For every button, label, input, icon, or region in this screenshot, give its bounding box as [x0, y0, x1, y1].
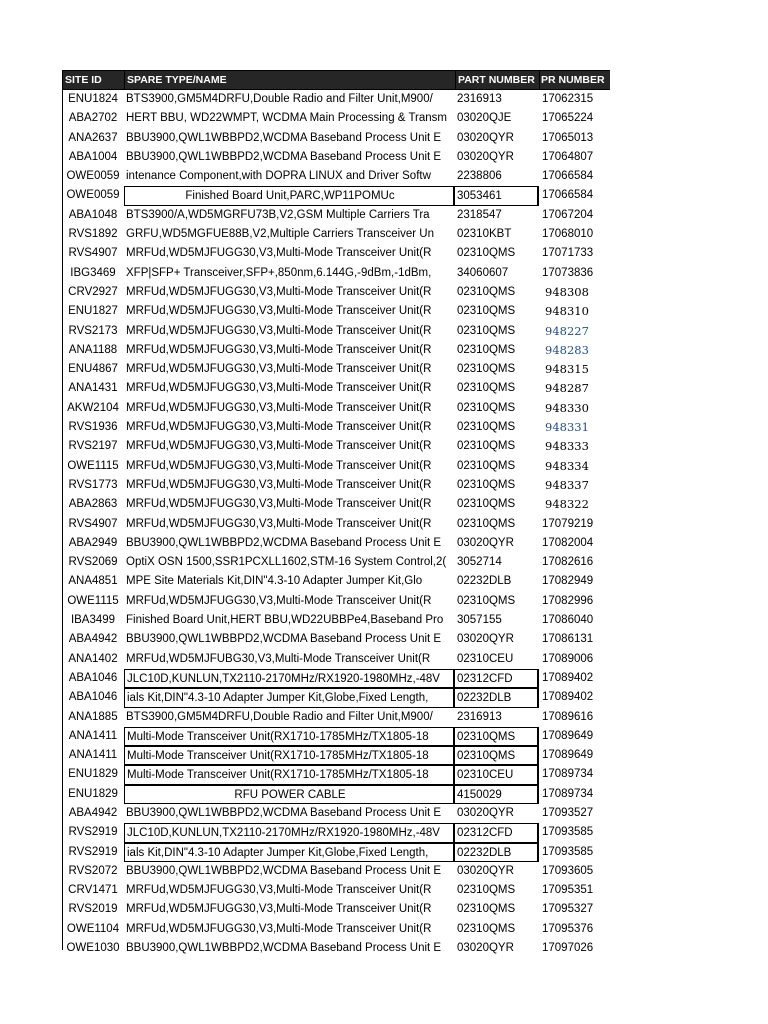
- pr-number-cell[interactable]: 17082616: [542, 556, 594, 569]
- site-id-cell[interactable]: ENU1827: [68, 305, 118, 318]
- part-number-cell[interactable]: 02310QMS: [457, 401, 516, 414]
- site-id-cell[interactable]: ABA2702: [68, 112, 118, 125]
- part-number-cell[interactable]: 02310KBT: [457, 228, 512, 241]
- table-row: [62, 186, 610, 205]
- table-row: [62, 418, 610, 437]
- table-row: [62, 611, 610, 630]
- pr-number-cell[interactable]: 17068010: [542, 228, 594, 241]
- part-number-cell[interactable]: 34060607: [457, 266, 509, 279]
- site-id-cell[interactable]: RVS4907: [68, 247, 118, 260]
- site-id-cell[interactable]: ANA4851: [68, 575, 118, 588]
- pr-number-cell[interactable]: 948322: [545, 497, 589, 512]
- pr-number-cell[interactable]: 17064807: [542, 150, 594, 163]
- site-id-cell[interactable]: ANA1402: [68, 652, 118, 665]
- spare-type-cell[interactable]: BBU3900,QWL1WBBPD2,WCDMA Baseband Process Unit E: [126, 150, 442, 163]
- site-id-cell[interactable]: ENU1829: [68, 787, 118, 800]
- pr-number-cell[interactable]: 17089734: [542, 768, 594, 781]
- part-number-cell[interactable]: 2238806: [457, 170, 502, 183]
- site-id-cell[interactable]: ABA4942: [68, 806, 118, 819]
- pr-number-cell[interactable]: 948334: [545, 458, 589, 473]
- spare-type-cell[interactable]: MRFUd,WD5MJFUGG30,V3,Multi-Mode Transceiver Unit(R: [126, 459, 432, 472]
- table-row: [62, 322, 610, 341]
- table-row: [62, 341, 610, 360]
- site-id-cell[interactable]: CRV1471: [68, 884, 118, 897]
- pr-number-cell[interactable]: 17089649: [542, 729, 594, 742]
- part-number-cell[interactable]: 02310QMS: [457, 343, 516, 356]
- header-part-number[interactable]: PART NUMBER: [455, 71, 539, 89]
- pr-number-cell[interactable]: 17097026: [542, 942, 594, 955]
- site-id-cell[interactable]: RVS2919: [68, 845, 118, 858]
- site-id-cell[interactable]: RVS2173: [68, 324, 118, 337]
- part-number-cell[interactable]: 02310QMS: [455, 727, 539, 746]
- spare-type-cell[interactable]: XFP|SFP+ Transceiver,SFP+,850nm,6.144G,-9dBm,-1dBm,: [126, 266, 432, 279]
- pr-number-cell[interactable]: 17093585: [542, 845, 594, 858]
- site-id-cell[interactable]: OWE1115: [67, 594, 119, 607]
- pr-number-cell[interactable]: 17089006: [542, 652, 594, 665]
- table-row: [62, 592, 610, 611]
- spare-type-cell[interactable]: intenance Component,with DOPRA LINUX and Driver Softw: [126, 170, 431, 183]
- spare-type-cell[interactable]: BTS3900,GM5M4DRFU,Double Radio and Filter Unit,M900/: [126, 93, 433, 105]
- pr-number-cell[interactable]: 17065013: [542, 131, 594, 144]
- site-id-cell[interactable]: ABA1004: [68, 150, 118, 163]
- spare-type-cell[interactable]: MRFUd,WD5MJFUGG30,V3,Multi-Mode Transceiver Unit(R: [126, 382, 432, 395]
- pr-number-cell[interactable]: 948308: [545, 284, 589, 299]
- site-id-cell[interactable]: RVS4907: [68, 517, 118, 530]
- spare-type-cell[interactable]: Multi-Mode Transceiver Unit(RX1710-1785MHz/TX1805-18: [124, 765, 455, 784]
- spare-type-cell[interactable]: MRFUd,WD5MJFUGG30,V3,Multi-Mode Transceiver Unit(R: [126, 421, 432, 434]
- site-id-cell[interactable]: RVS1892: [68, 228, 118, 241]
- part-number-cell[interactable]: 02310QMS: [457, 285, 516, 298]
- site-id-cell[interactable]: CRV2927: [68, 285, 118, 298]
- site-id-cell[interactable]: ABA2949: [68, 536, 118, 549]
- spare-type-cell[interactable]: BBU3900,QWL1WBBPD2,WCDMA Baseband Process Unit E: [126, 864, 442, 877]
- spare-type-cell[interactable]: BBU3900,QWL1WBBPD2,WCDMA Baseband Process Unit E: [126, 131, 442, 144]
- spare-type-cell[interactable]: MPE Site Materials Kit,DIN"4.3-10 Adapter Jumper Kit,Glo: [126, 575, 423, 588]
- spare-type-cell[interactable]: HERT BBU, WD22WMPT, WCDMA Main Processing & Transm: [126, 112, 448, 125]
- part-number-cell[interactable]: 02310CEU: [457, 652, 514, 665]
- spare-type-cell[interactable]: MRFUd,WD5MJFUGG30,V3,Multi-Mode Transceiver Unit(R: [126, 498, 432, 511]
- part-number-cell[interactable]: 02310QMS: [457, 382, 516, 395]
- part-number-cell[interactable]: 02310QMS: [457, 478, 516, 491]
- spare-type-cell[interactable]: MRFUd,WD5MJFUGG30,V3,Multi-Mode Transceiver Unit(R: [126, 285, 432, 298]
- spare-type-cell[interactable]: MRFUd,WD5MJFUBG30,V3,Multi-Mode Transceiver Unit(R: [126, 652, 431, 665]
- part-number-cell[interactable]: 02310QMS: [457, 305, 516, 318]
- table-row: [62, 843, 610, 862]
- part-number-cell[interactable]: 2316913: [457, 93, 502, 105]
- spare-type-cell[interactable]: MRFUd,WD5MJFUGG30,V3,Multi-Mode Transceiver Unit(R: [126, 305, 432, 318]
- table-row: [62, 379, 610, 398]
- pr-number-cell[interactable]: 17082949: [542, 575, 594, 588]
- table-row: [62, 746, 610, 765]
- pr-number-cell[interactable]: 17071733: [542, 247, 594, 260]
- part-number-cell[interactable]: 02310QMS: [457, 903, 516, 916]
- part-number-cell[interactable]: 02310QMS: [457, 922, 516, 935]
- site-id-cell[interactable]: ANA1885: [68, 710, 118, 723]
- table-row: [62, 515, 610, 534]
- header-spare-type[interactable]: SPARE TYPE/NAME: [124, 71, 455, 89]
- pr-number-cell[interactable]: 17073836: [542, 266, 594, 279]
- pr-number-cell[interactable]: 948337: [545, 477, 589, 492]
- pr-number-cell[interactable]: 17089402: [542, 691, 594, 704]
- pr-number-cell[interactable]: 17093527: [542, 806, 594, 819]
- site-id-cell[interactable]: ABA2863: [68, 498, 118, 511]
- part-number-cell[interactable]: 02310QMS: [457, 884, 516, 897]
- part-number-cell[interactable]: 3052714: [457, 556, 502, 569]
- table-row: [62, 669, 610, 688]
- site-id-cell[interactable]: ANA2637: [68, 131, 118, 144]
- site-id-cell[interactable]: RVS2072: [68, 864, 118, 877]
- site-id-cell[interactable]: ABA1048: [68, 208, 118, 221]
- site-id-cell[interactable]: RVS1773: [68, 478, 118, 491]
- table-row: [62, 572, 610, 591]
- site-id-cell[interactable]: ABA4942: [68, 633, 118, 646]
- spare-type-cell[interactable]: MRFUd,WD5MJFUGG30,V3,Multi-Mode Transceiver Unit(R: [126, 440, 432, 453]
- spare-type-cell[interactable]: ials Kit,DIN"4.3-10 Adapter Jumper Kit,Globe,Fixed Length,: [124, 843, 455, 862]
- spare-type-cell[interactable]: Multi-Mode Transceiver Unit(RX1710-1785MHz/TX1805-18: [124, 727, 455, 746]
- table-row: [62, 823, 610, 842]
- spare-type-cell[interactable]: Finished Board Unit,PARC,WP11POMUc: [124, 186, 455, 205]
- site-id-cell[interactable]: ANA1411: [68, 749, 118, 762]
- table-row: [62, 688, 610, 707]
- table-row: [62, 804, 610, 823]
- site-id-cell[interactable]: AKW2104: [67, 401, 119, 414]
- pr-number-cell[interactable]: 948333: [545, 439, 589, 454]
- part-number-cell[interactable]: 03020QYR: [457, 131, 514, 144]
- table-row: [62, 148, 610, 167]
- spare-type-cell[interactable]: MRFUd,WD5MJFUGG30,V3,Multi-Mode Transceiver Unit(R: [126, 922, 432, 935]
- spare-type-cell[interactable]: BBU3900,QWL1WBBPD2,WCDMA Baseband Process Unit E: [126, 942, 442, 955]
- spreadsheet: [62, 70, 610, 958]
- pr-number-cell[interactable]: 948287: [545, 381, 589, 396]
- part-number-cell[interactable]: 02312CFD: [455, 669, 539, 688]
- part-number-cell[interactable]: 3057155: [457, 614, 502, 627]
- part-number-cell[interactable]: 2318547: [457, 208, 502, 221]
- pr-number-cell[interactable]: 17089649: [542, 749, 594, 762]
- part-number-cell[interactable]: 02310QMS: [457, 498, 516, 511]
- table-row: [62, 920, 610, 939]
- table-body: [62, 90, 610, 958]
- site-id-cell[interactable]: OWE1104: [66, 922, 120, 935]
- spare-type-cell[interactable]: BTS3900,GM5M4DRFU,Double Radio and Filter Unit,M900/: [126, 710, 433, 723]
- part-number-cell[interactable]: 02232DLB: [455, 843, 539, 862]
- part-number-cell[interactable]: 02310QMS: [457, 324, 516, 337]
- pr-number-cell[interactable]: 17086131: [542, 633, 594, 646]
- spare-type-cell[interactable]: ials Kit,DIN"4.3-10 Adapter Jumper Kit,Globe,Fixed Length,: [124, 688, 455, 707]
- site-id-cell[interactable]: ANA1411: [68, 729, 118, 742]
- site-id-cell[interactable]: ENU1824: [68, 93, 118, 105]
- part-number-cell[interactable]: 02310QMS: [457, 440, 516, 453]
- part-number-cell[interactable]: 02232DLB: [455, 688, 539, 707]
- part-number-cell[interactable]: 03020QYR: [457, 942, 514, 955]
- table-row: [62, 244, 610, 263]
- site-id-cell[interactable]: RVS2069: [68, 556, 118, 569]
- spare-type-cell[interactable]: JLC10D,KUNLUN,TX2110-2170MHz/RX1920-1980MHz,-48V: [124, 823, 455, 842]
- table-row: [62, 109, 610, 128]
- pr-number-cell[interactable]: 948283: [545, 342, 589, 357]
- spare-type-cell[interactable]: GRFU,WD5MGFUE88B,V2,Multiple Carriers Transceiver Un: [126, 228, 435, 241]
- pr-number-cell[interactable]: 17066584: [542, 189, 594, 202]
- part-number-cell[interactable]: 03020QYR: [457, 150, 514, 163]
- part-number-cell[interactable]: 02312CFD: [455, 823, 539, 842]
- table-row: [62, 630, 610, 649]
- spare-type-cell[interactable]: Multi-Mode Transceiver Unit(RX1710-1785MHz/TX1805-18: [124, 746, 455, 765]
- spare-type-cell[interactable]: MRFUd,WD5MJFUGG30,V3,Multi-Mode Transceiver Unit(R: [126, 247, 432, 260]
- table-row: [62, 534, 610, 553]
- part-number-cell[interactable]: 02310QMS: [457, 363, 516, 376]
- part-number-cell[interactable]: 3053461: [455, 186, 539, 205]
- table-row: [62, 727, 610, 746]
- table-row: [62, 881, 610, 900]
- spare-type-cell[interactable]: OptiX OSN 1500,SSR1PCXLL1602,STM-16 System Control,2(: [126, 556, 447, 569]
- part-number-cell[interactable]: 03020QYR: [457, 633, 514, 646]
- table-row: [62, 939, 610, 958]
- table-row: [62, 302, 610, 321]
- spare-type-cell[interactable]: MRFUd,WD5MJFUGG30,V3,Multi-Mode Transceiver Unit(R: [126, 903, 432, 916]
- part-number-cell[interactable]: 2316913: [457, 710, 502, 723]
- site-id-cell[interactable]: RVS1936: [68, 421, 118, 434]
- table-row: [62, 553, 610, 572]
- spare-type-cell[interactable]: MRFUd,WD5MJFUGG30,V3,Multi-Mode Transceiver Unit(R: [126, 517, 432, 530]
- site-id-cell[interactable]: OWE1030: [66, 942, 120, 955]
- table-row: [62, 437, 610, 456]
- table-row: [62, 785, 610, 804]
- header-pr-number[interactable]: PR NUMBER: [539, 71, 610, 89]
- spare-type-cell[interactable]: MRFUd,WD5MJFUGG30,V3,Multi-Mode Transceiver Unit(R: [126, 884, 432, 897]
- site-id-cell[interactable]: ANA1431: [68, 382, 118, 395]
- part-number-cell[interactable]: 03020QYR: [457, 536, 514, 549]
- site-id-cell[interactable]: RVS2197: [68, 440, 118, 453]
- pr-number-cell[interactable]: 17067204: [542, 208, 594, 221]
- site-id-cell[interactable]: ABA1046: [68, 691, 118, 704]
- table-row: [62, 457, 610, 476]
- part-number-cell[interactable]: 02310QMS: [457, 459, 516, 472]
- spare-type-cell[interactable]: MRFUd,WD5MJFUGG30,V3,Multi-Mode Transceiver Unit(R: [126, 594, 432, 607]
- pr-number-cell[interactable]: 948227: [545, 323, 589, 338]
- pr-number-cell[interactable]: 17093585: [542, 826, 594, 839]
- part-number-cell[interactable]: 03020QJE: [457, 112, 512, 125]
- table-row: [62, 495, 610, 514]
- table-row: [62, 476, 610, 495]
- site-id-cell[interactable]: OWE0059: [66, 170, 120, 183]
- site-id-cell[interactable]: OWE0059: [66, 189, 120, 202]
- part-number-cell[interactable]: 02310CEU: [455, 765, 539, 784]
- spare-type-cell[interactable]: JLC10D,KUNLUN,TX2110-2170MHz/RX1920-1980MHz,-48V: [124, 669, 455, 688]
- pr-number-cell[interactable]: 17066584: [542, 170, 594, 183]
- spare-type-cell[interactable]: MRFUd,WD5MJFUGG30,V3,Multi-Mode Transceiver Unit(R: [126, 363, 432, 376]
- table-row: [62, 399, 610, 418]
- spare-type-cell[interactable]: MRFUd,WD5MJFUGG30,V3,Multi-Mode Transceiver Unit(R: [126, 324, 432, 337]
- pr-number-cell[interactable]: 17062315: [542, 93, 594, 105]
- part-number-cell[interactable]: 02310QMS: [457, 594, 516, 607]
- pr-number-cell[interactable]: 948310: [545, 304, 589, 319]
- part-number-cell[interactable]: 03020QYR: [457, 806, 514, 819]
- site-id-cell[interactable]: IBG3469: [70, 266, 116, 279]
- part-number-cell[interactable]: 02310QMS: [457, 421, 516, 434]
- site-id-cell[interactable]: OWE1115: [67, 459, 119, 472]
- part-number-cell[interactable]: 02310QMS: [457, 247, 516, 260]
- table-row: [62, 90, 610, 109]
- part-number-cell[interactable]: 02232DLB: [457, 575, 512, 588]
- table-row: [62, 862, 610, 881]
- pr-number-cell[interactable]: 17095351: [542, 884, 594, 897]
- table-row: [62, 225, 610, 244]
- spare-type-cell[interactable]: MRFUd,WD5MJFUGG30,V3,Multi-Mode Transceiver Unit(R: [126, 478, 432, 491]
- pr-number-cell[interactable]: 17093605: [542, 864, 594, 877]
- spare-type-cell[interactable]: BBU3900,QWL1WBBPD2,WCDMA Baseband Process Unit E: [126, 806, 442, 819]
- site-id-cell[interactable]: RVS2919: [68, 826, 118, 839]
- table-row: [62, 264, 610, 283]
- pr-number-cell[interactable]: 17065224: [542, 112, 594, 125]
- pr-number-cell[interactable]: 948315: [545, 362, 589, 377]
- pr-number-cell[interactable]: 17089734: [542, 787, 594, 800]
- part-number-cell[interactable]: 03020QYR: [457, 864, 514, 877]
- pr-number-cell[interactable]: 17089616: [542, 710, 594, 723]
- pr-number-cell[interactable]: 948330: [545, 400, 589, 415]
- pr-number-cell[interactable]: 17082004: [542, 536, 594, 549]
- table-row: [62, 129, 610, 148]
- pr-number-cell[interactable]: 17082996: [542, 594, 594, 607]
- site-id-cell[interactable]: IBA3499: [70, 614, 116, 627]
- table-row: [62, 650, 610, 669]
- spare-type-cell[interactable]: RFU POWER CABLE: [124, 785, 455, 804]
- header-site-id[interactable]: SITE ID: [62, 71, 124, 89]
- header-row: [62, 70, 610, 90]
- site-id-cell[interactable]: ENU4867: [68, 363, 118, 376]
- site-id-cell[interactable]: ABA1046: [68, 671, 118, 684]
- pr-number-cell[interactable]: 17095376: [542, 922, 594, 935]
- table-row: [62, 900, 610, 919]
- spare-type-cell[interactable]: BBU3900,QWL1WBBPD2,WCDMA Baseband Process Unit E: [126, 536, 442, 549]
- part-number-cell[interactable]: 02310QMS: [457, 517, 516, 530]
- spare-type-cell[interactable]: Finished Board Unit,HERT BBU,WD22UBBPe4,Baseband Pro: [126, 614, 444, 627]
- table-row: [62, 167, 610, 186]
- spare-type-cell[interactable]: BBU3900,QWL1WBBPD2,WCDMA Baseband Process Unit E: [126, 633, 442, 646]
- table-row: [62, 708, 610, 727]
- table-row: [62, 765, 610, 784]
- pr-number-cell[interactable]: 17086040: [542, 614, 594, 627]
- spare-type-cell[interactable]: MRFUd,WD5MJFUGG30,V3,Multi-Mode Transceiver Unit(R: [126, 401, 432, 414]
- pr-number-cell[interactable]: 17089402: [542, 671, 594, 684]
- table-row: [62, 360, 610, 379]
- site-id-cell[interactable]: RVS2019: [68, 903, 118, 916]
- table-row: [62, 206, 610, 225]
- part-number-cell[interactable]: 4150029: [455, 785, 539, 804]
- spare-type-cell[interactable]: MRFUd,WD5MJFUGG30,V3,Multi-Mode Transceiver Unit(R: [126, 343, 432, 356]
- pr-number-cell[interactable]: 948331: [545, 420, 589, 435]
- table-row: [62, 283, 610, 302]
- pr-number-cell[interactable]: 17079219: [542, 517, 594, 530]
- site-id-cell[interactable]: ENU1829: [68, 768, 118, 781]
- part-number-cell[interactable]: 02310QMS: [455, 746, 539, 765]
- site-id-cell[interactable]: ANA1188: [68, 343, 118, 356]
- spare-type-cell[interactable]: BTS3900/A,WD5MGRFU73B,V2,GSM Multiple Carriers Tra: [126, 208, 430, 221]
- pr-number-cell[interactable]: 17095327: [542, 903, 594, 916]
